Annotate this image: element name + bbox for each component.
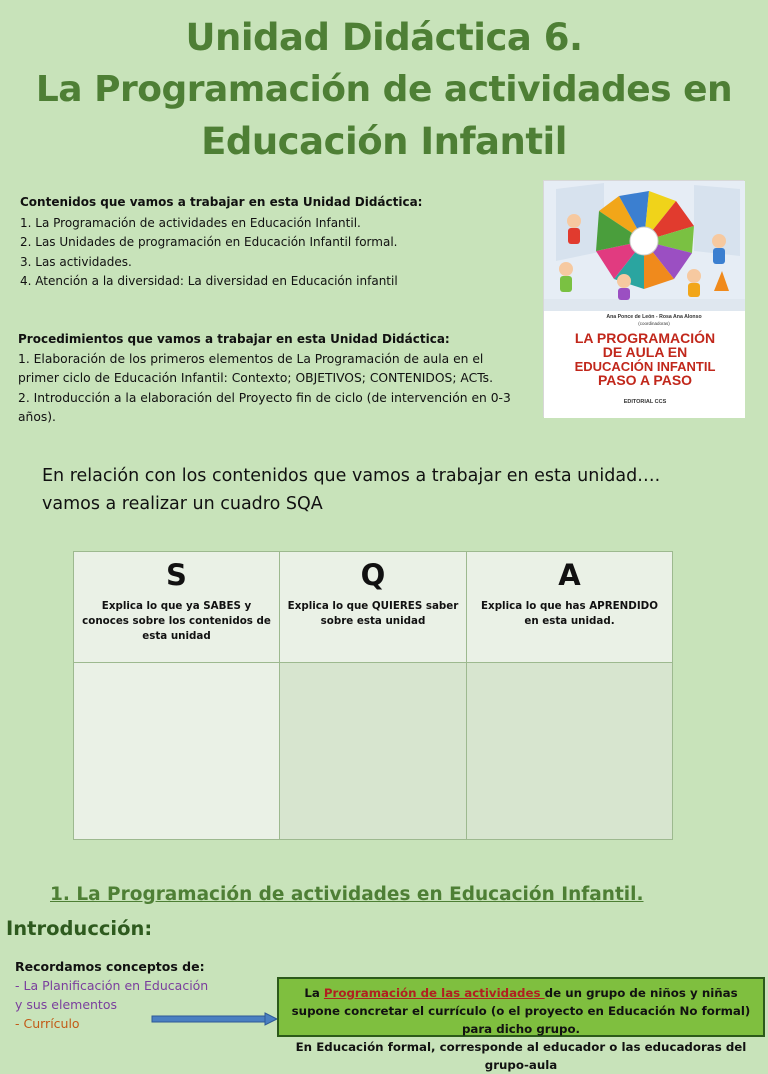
book-cover-image — [543, 180, 744, 417]
book-title-line: LA PROGRAMACIÓN — [574, 330, 716, 346]
sqa-letter-a: A — [558, 558, 581, 592]
title-line-3: Educación Infantil — [201, 120, 567, 163]
definition-box — [277, 977, 765, 1072]
sqa-header-cell — [280, 552, 467, 663]
procedures-item: 2. Introducción a la elaboración del Proyecto fin de ciclo (de intervención en 0-3 años). — [18, 390, 511, 424]
title-line-2: La Programación de actividades en — [35, 69, 733, 110]
sqa-description: Explica lo que has APRENDIDO en esta unidad. — [481, 600, 658, 627]
book-title-line: DE AULA EN — [602, 344, 688, 360]
contents-item: 4. Atención a la diversidad: La diversidad en Educación infantil — [20, 274, 398, 288]
sqa-answer-cell-q[interactable] — [280, 663, 467, 840]
definition-highlight[interactable]: Programación de las actividades — [323, 986, 545, 1000]
page-title — [0, 12, 768, 168]
book-publisher: EDITORIAL CCS — [623, 399, 667, 405]
procedures-heading: Procedimientos que vamos a trabajar en esta Unidad Didáctica: — [18, 332, 450, 346]
sqa-description: Explica lo que ya SABES y conoces sobre los contenidos de esta unidad — [82, 600, 271, 642]
sqa-description: Explica lo que QUIERES saber sobre esta unidad — [287, 600, 459, 627]
recordamos-heading: Recordamos conceptos de: — [15, 959, 205, 974]
contents-section — [20, 193, 520, 292]
book-title-line: EDUCACIÓN INFANTIL — [574, 359, 716, 374]
definition-text: de un grupo de niños y niñas supone concretar el currículo (o el proyecto en Educación No formal) para dicho grupo. — [291, 986, 751, 1036]
section-subtitle: Introducción: — [6, 917, 153, 940]
contents-item: 1. La Programación de actividades en Educación Infantil. — [20, 215, 361, 230]
sqa-letter-q: Q — [360, 558, 386, 592]
sqa-answer-row — [74, 663, 673, 840]
recordamos-item: y sus elementos — [15, 997, 117, 1012]
sqa-header-row — [74, 552, 673, 663]
sqa-intro-line-1: En relación con los contenidos que vamos a trabajar en esta unidad…. — [42, 466, 661, 486]
book-cover-illustration — [544, 181, 745, 418]
arrow-right-icon — [152, 1013, 277, 1025]
book-coordinators: (coordinadoras) — [638, 321, 670, 326]
sqa-answer-cell-s[interactable] — [74, 663, 280, 840]
contents-item: 3. Las actividades. — [20, 254, 132, 269]
recordamos-item: - Currículo — [15, 1016, 80, 1031]
title-line-1: Unidad Didáctica 6. — [185, 16, 583, 59]
book-title-line: PASO A PASO — [597, 372, 693, 388]
contents-heading: Contenidos que vamos a trabajar en esta Unidad Didáctica: — [20, 195, 423, 209]
definition-line-3: En Educación formal, corresponde al educador o las educadoras del grupo-aula — [295, 1040, 747, 1072]
section-title: 1. La Programación de actividades en Educación Infantil. — [50, 884, 644, 905]
book-authors: Ana Ponce de León - Rosa Ana Alonso — [606, 314, 702, 320]
procedures-item: 1. Elaboración de los primeros elementos de La Programación de aula en el primer ciclo de Educación Infantil: Contexto; OBJETIVOS; CONTENIDOS; ACTs. — [18, 351, 493, 385]
sqa-table — [73, 551, 673, 840]
sqa-answer-cell-a[interactable] — [467, 663, 673, 840]
sqa-intro-line-2: vamos a realizar un cuadro SQA — [42, 494, 323, 514]
sqa-letter-s: S — [166, 558, 187, 592]
definition-pre: La — [304, 986, 324, 1000]
sqa-header-cell — [74, 552, 280, 663]
sqa-intro — [42, 462, 660, 518]
sqa-header-cell — [467, 552, 673, 663]
recordamos-item: - La Planificación en Educación — [15, 978, 209, 993]
contents-item: 2. Las Unidades de programación en Educación Infantil formal. — [20, 235, 398, 249]
procedures-section — [18, 330, 523, 428]
